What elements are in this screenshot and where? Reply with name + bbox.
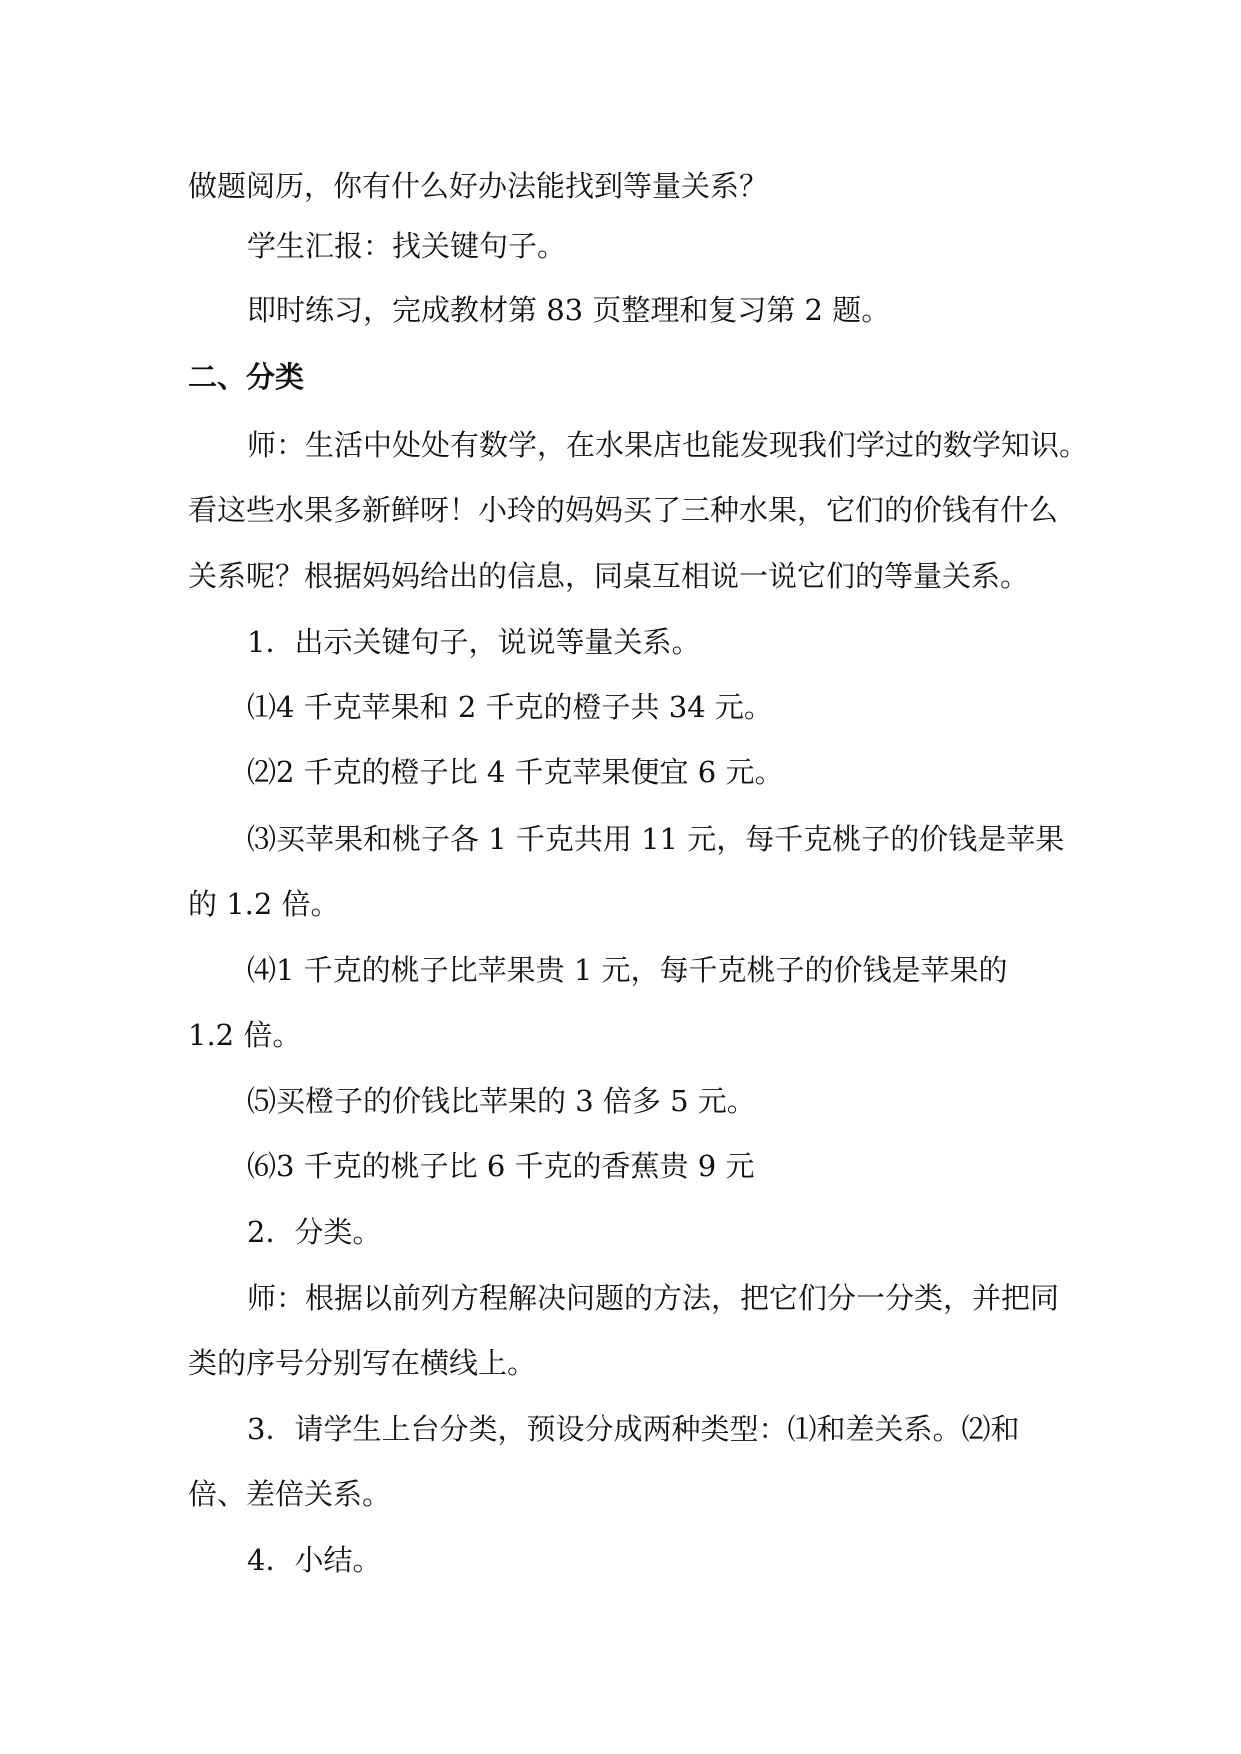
list-item: 1．出示关键句子，说说等量关系。 bbox=[247, 625, 701, 659]
text-line: 师：根据以前列方程解决问题的方法，把它们分一分类，并把同 bbox=[247, 1281, 1060, 1315]
list-item: ⑴4 千克苹果和 2 千克的橙子共 34 元。 bbox=[247, 690, 773, 724]
list-item: ⑶买苹果和桃子各 1 千克共用 11 元，每千克桃子的价钱是苹果 bbox=[247, 822, 1065, 856]
text-line: 的 1.2 倍。 bbox=[188, 887, 340, 921]
list-item: ⑵2 千克的橙子比 4 千克苹果便宜 6 元。 bbox=[247, 755, 784, 789]
list-item: 4．小结。 bbox=[247, 1543, 382, 1577]
list-item: ⑹3 千克的桃子比 6 千克的香蕉贵 9 元 bbox=[247, 1149, 755, 1183]
text-line: 关系呢？根据妈妈给出的信息，同桌互相说一说它们的等量关系。 bbox=[188, 559, 1030, 593]
text-line: 1.2 倍。 bbox=[188, 1018, 302, 1052]
text-line: 类的序号分别写在横线上。 bbox=[188, 1346, 537, 1380]
text-line: 即时练习，完成教材第 83 页整理和复习第 2 题。 bbox=[247, 293, 891, 327]
list-item: 2．分类。 bbox=[247, 1215, 382, 1249]
text-line: 倍、差倍关系。 bbox=[188, 1477, 392, 1511]
text-line: 学生汇报：找关键句子。 bbox=[247, 229, 567, 263]
section-heading: 二、分类 bbox=[188, 360, 305, 394]
list-item: ⑷1 千克的桃子比苹果贵 1 元，每千克桃子的价钱是苹果的 bbox=[247, 953, 1008, 987]
text-line: 看这些水果多新鲜呀！小玲的妈妈买了三种水果，它们的价钱有什么 bbox=[188, 493, 1059, 527]
text-line: 师：生活中处处有数学，在水果店也能发现我们学过的数学知识。 bbox=[247, 428, 1089, 462]
list-item: ⑸买橙子的价钱比苹果的 3 倍多 5 元。 bbox=[247, 1084, 756, 1118]
text-line: 做题阅历，你有什么好办法能找到等量关系？ bbox=[188, 169, 769, 203]
list-item: 3．请学生上台分类，预设分成两种类型：⑴和差关系。⑵和 bbox=[247, 1412, 1020, 1446]
